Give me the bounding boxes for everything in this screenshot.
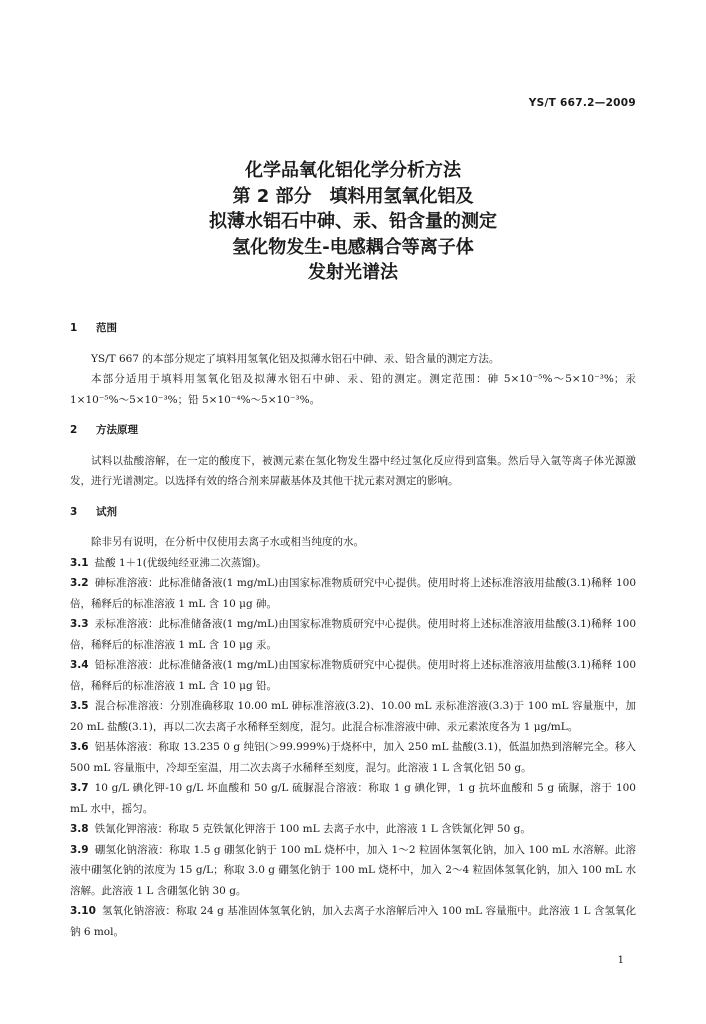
reagent-item [70, 696, 636, 737]
item-number: 3.4 [70, 659, 89, 671]
section-title: 方法原理 [96, 424, 138, 436]
item-number: 3.2 [70, 577, 89, 589]
title-line: 氢化物发生-电感耦合等离子体 [232, 236, 474, 258]
reagent-item [70, 901, 636, 942]
item-text: 氢氧化钠溶液：称取 24 g 基准固体氢氧化钠，加入去离子水溶解后冲入 100 mL 容量瓶中。此溶液 1 L 含氢氧化钠 6 mol。 [70, 905, 636, 938]
reagent-item [70, 655, 636, 696]
item-number: 3.9 [70, 843, 89, 856]
reagent-item [70, 819, 636, 840]
item-text: 硼氢化钠溶液：称取 1.5 g 硼氢化钠于 100 mL 烧杯中，加入 1～2 粒固体氢氧化钠，加入 100 mL 水溶解。此溶液中硼氢化钠的浓度为 15 g/L；称取 3.0 g 硼氢化钠于 100 mL 烧杯中，加入 2～4 粒固体氢氧化钠，加入 100 mL 水溶解。此溶液 1 L 含硼氢化钠 30 g。 [70, 843, 636, 897]
section-title: 试剂 [96, 505, 117, 518]
title-line: 化学品氧化铝化学分析方法 [245, 160, 461, 181]
item-text: 混合标准溶液：分别准确移取 10.00 mL 砷标准溶液(3.2)、10.00 mL 汞标准溶液(3.3)于 100 mL 容量瓶中，加 20 mL 盐酸(3.1)，再以二次去离子水稀释至刻度，混匀。此混合标准溶液中砷、汞元素浓度各为 1 μg/mL。 [70, 700, 636, 733]
section-heading-principle [70, 420, 636, 441]
reagent-item [70, 840, 636, 902]
reagent-item [70, 573, 636, 614]
section-number: 2 [70, 424, 78, 436]
item-text: 铝基体溶液：称取 13.235 0 g 纯铝(＞99.999%)于烧杯中，加入 250 mL 盐酸(3.1)，低温加热到溶解完全。移入 500 mL 容量瓶中，冷却至室温，用二次去离子水稀释至刻度，混匀。此溶液 1 L 含氧化铝 50 g。 [70, 741, 636, 774]
item-number: 3.8 [70, 823, 89, 835]
title-line: 发射光谱法 [308, 262, 398, 284]
item-text: 砷标准溶液：此标准储备液(1 mg/mL)由国家标准物质研究中心提供。使用时将上述标准溶液用盐酸(3.1)稀释 100 倍，稀释后的标准溶液 1 mL 含 10 μg 砷。 [70, 577, 636, 610]
paragraph: YS/T 667 的本部分规定了填料用氢氧化铝及拟薄水铝石中砷、汞、铅含量的测定方法。 [91, 352, 500, 365]
paragraph: 除非另有说明，在分析中仅使用去离子水或相当纯度的水。 [91, 536, 364, 548]
page-number: 1 [617, 955, 624, 966]
reagent-item [70, 737, 636, 778]
item-text: 铁氰化钾溶液：称取 5 克铁氰化钾溶于 100 mL 去离子水中，此溶液 1 L 含铁氰化钾 50 g。 [94, 823, 531, 835]
reagent-item [70, 614, 636, 655]
item-number: 3.3 [70, 618, 89, 630]
item-text: 汞标准溶液：此标准储备液(1 mg/mL)由国家标准物质研究中心提供。使用时将上述标准溶液用盐酸(3.1)稀释 100 倍，稀释后的标准溶液 1 mL 含 10 μg 汞。 [70, 618, 636, 651]
section-number: 1 [70, 322, 78, 334]
section-heading-reagents [70, 502, 636, 523]
item-number: 3.6 [70, 741, 89, 753]
paragraph: 试料以盐酸溶解，在一定的酸度下，被测元素在氢化物发生器中经过氢化反应得到富集。然后导入氩等离子体光源激发，进行光谱测定。以选择有效的络合剂来屏蔽基体及其他干扰元素对测定的影响。 [70, 454, 636, 487]
section-title: 范围 [96, 322, 117, 334]
item-number: 3.10 [70, 905, 96, 917]
reagent-item [70, 553, 636, 574]
item-number: 3.5 [70, 700, 89, 712]
document-body [70, 318, 636, 942]
section-heading-scope [70, 318, 636, 339]
item-text: 铅标准溶液：此标准储备液(1 mg/mL)由国家标准物质研究中心提供。使用时将上述标准溶液用盐酸(3.1)稀释 100 倍，稀释后的标准溶液 1 mL 含 10 μg 铅。 [70, 659, 636, 692]
item-text: 盐酸 1＋1(优级纯经亚沸二次蒸馏)。 [94, 556, 267, 569]
item-text: 10 g/L 碘化钾-10 g/L 坏血酸和 50 g/L 硫脲混合溶液：称取 1 g 碘化钾，1 g 抗坏血酸和 5 g 硫脲，溶于 100 mL 水中，摇匀。 [70, 782, 636, 815]
item-number: 3.7 [70, 782, 89, 794]
item-number: 3.1 [70, 556, 89, 569]
paragraph: 本部分适用于填料用氢氧化铝及拟薄水铝石中砷、汞、铅的测定。测定范围：砷 5×10⁻⁵%～5×10⁻³%；汞 1×10⁻⁵%～5×10⁻³%；铅 5×10⁻⁴%～5×10⁻³%。 [70, 373, 636, 406]
title-line: 第 2 部分 填料用氢氧化铝及 [232, 185, 474, 207]
standard-number: YS/T 667.2—2009 [528, 97, 636, 109]
document-title [0, 158, 706, 286]
reagent-item [70, 778, 636, 819]
section-number: 3 [70, 505, 78, 518]
title-line: 拟薄水铝石中砷、汞、铅含量的测定 [209, 211, 497, 233]
